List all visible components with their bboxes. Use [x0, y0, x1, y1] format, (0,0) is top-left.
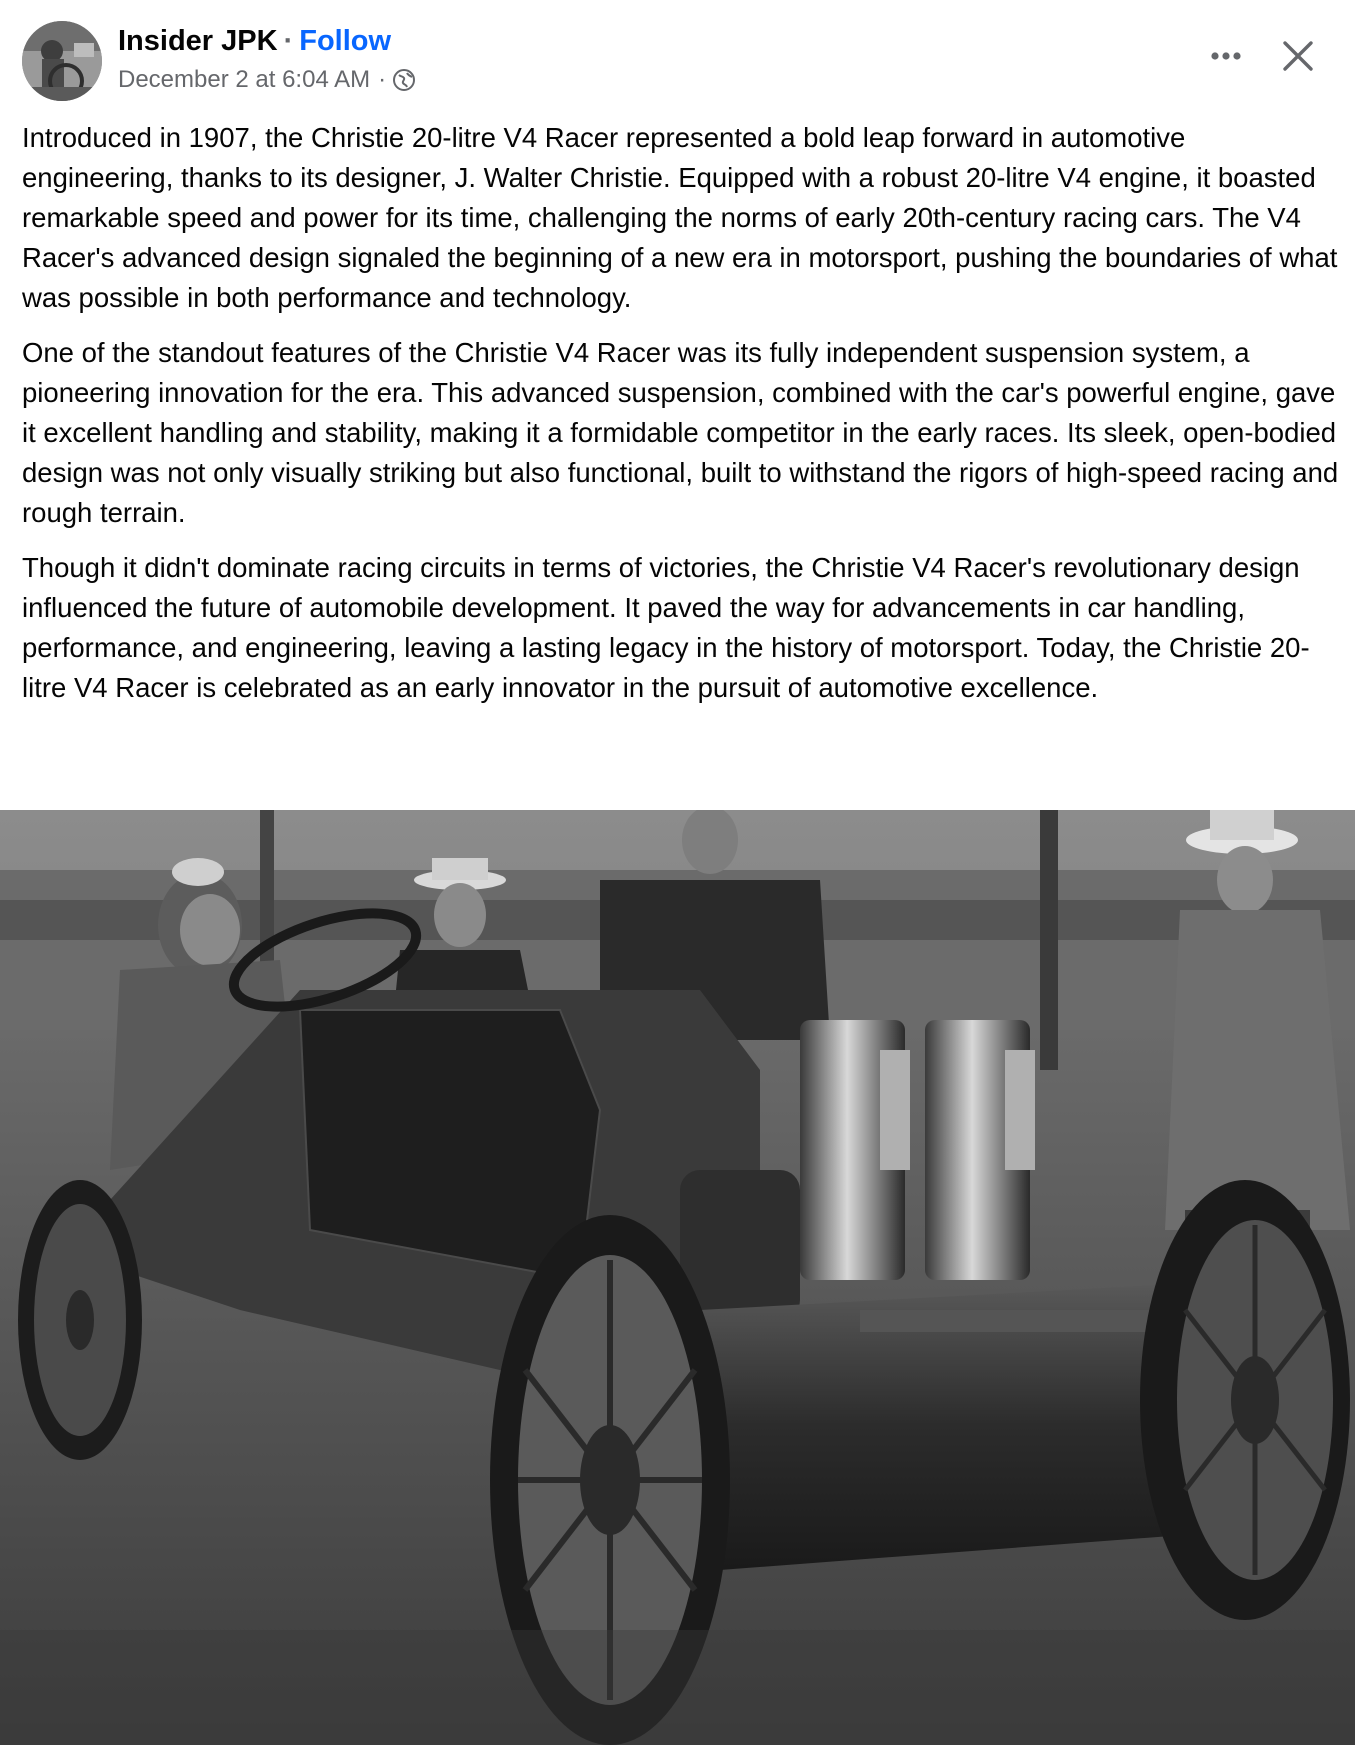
follow-button[interactable]: Follow	[299, 25, 392, 57]
globe-icon[interactable]	[392, 68, 416, 92]
post-header	[0, 0, 1355, 110]
more-options-icon[interactable]	[1205, 38, 1247, 74]
author-name[interactable]: Insider JPK	[118, 25, 278, 57]
author-avatar[interactable]	[22, 21, 102, 101]
meta-separator: ·	[378, 66, 387, 93]
post-timestamp[interactable]: December 2 at 6:04 AM	[118, 66, 371, 93]
avatar-image	[22, 21, 102, 101]
post-paragraph-3: Though it didn't dominate racing circuits in terms of victories, the Christie V4 Racer's revolutionary design influenced the future of automobile development. It paved the way for advancements in car handling, performance, and engineering, leaving a lasting legacy in the history of motorsport. Today, the Christie 20-litre V4 Racer is celebrated as an early innovator in the pursuit of automotive excellence.	[22, 552, 1310, 703]
close-icon[interactable]	[1280, 38, 1316, 74]
post-photo[interactable]	[0, 810, 1355, 1745]
post-meta	[118, 64, 416, 96]
name-separator: ·	[283, 25, 294, 57]
vintage-racer-photo	[0, 810, 1355, 1745]
post-body	[22, 118, 1340, 723]
author-line	[118, 22, 391, 60]
post-paragraph-1: Introduced in 1907, the Christie 20-litre V4 Racer represented a bold leap forward in automotive engineering, thanks to its designer, J. Walter Christie. Equipped with a robust 20-litre V4 engine, it boasted remarkable speed and power for its time, challenging the norms of early 20th-century racing cars. The V4 Racer's advanced design signaled the beginning of a new era in motorsport, pushing the boundaries of what was possible in both performance and technology.	[22, 122, 1338, 313]
post-paragraph-2: One of the standout features of the Christie V4 Racer was its fully independent suspension system, a pioneering innovation for the era. This advanced suspension, combined with the car's powerful engine, gave it excellent handling and stability, making it a formidable competitor in the early races. Its sleek, open-bodied design was not only visually striking but also functional, built to withstand the rigors of high-speed racing and rough terrain.	[22, 337, 1339, 528]
